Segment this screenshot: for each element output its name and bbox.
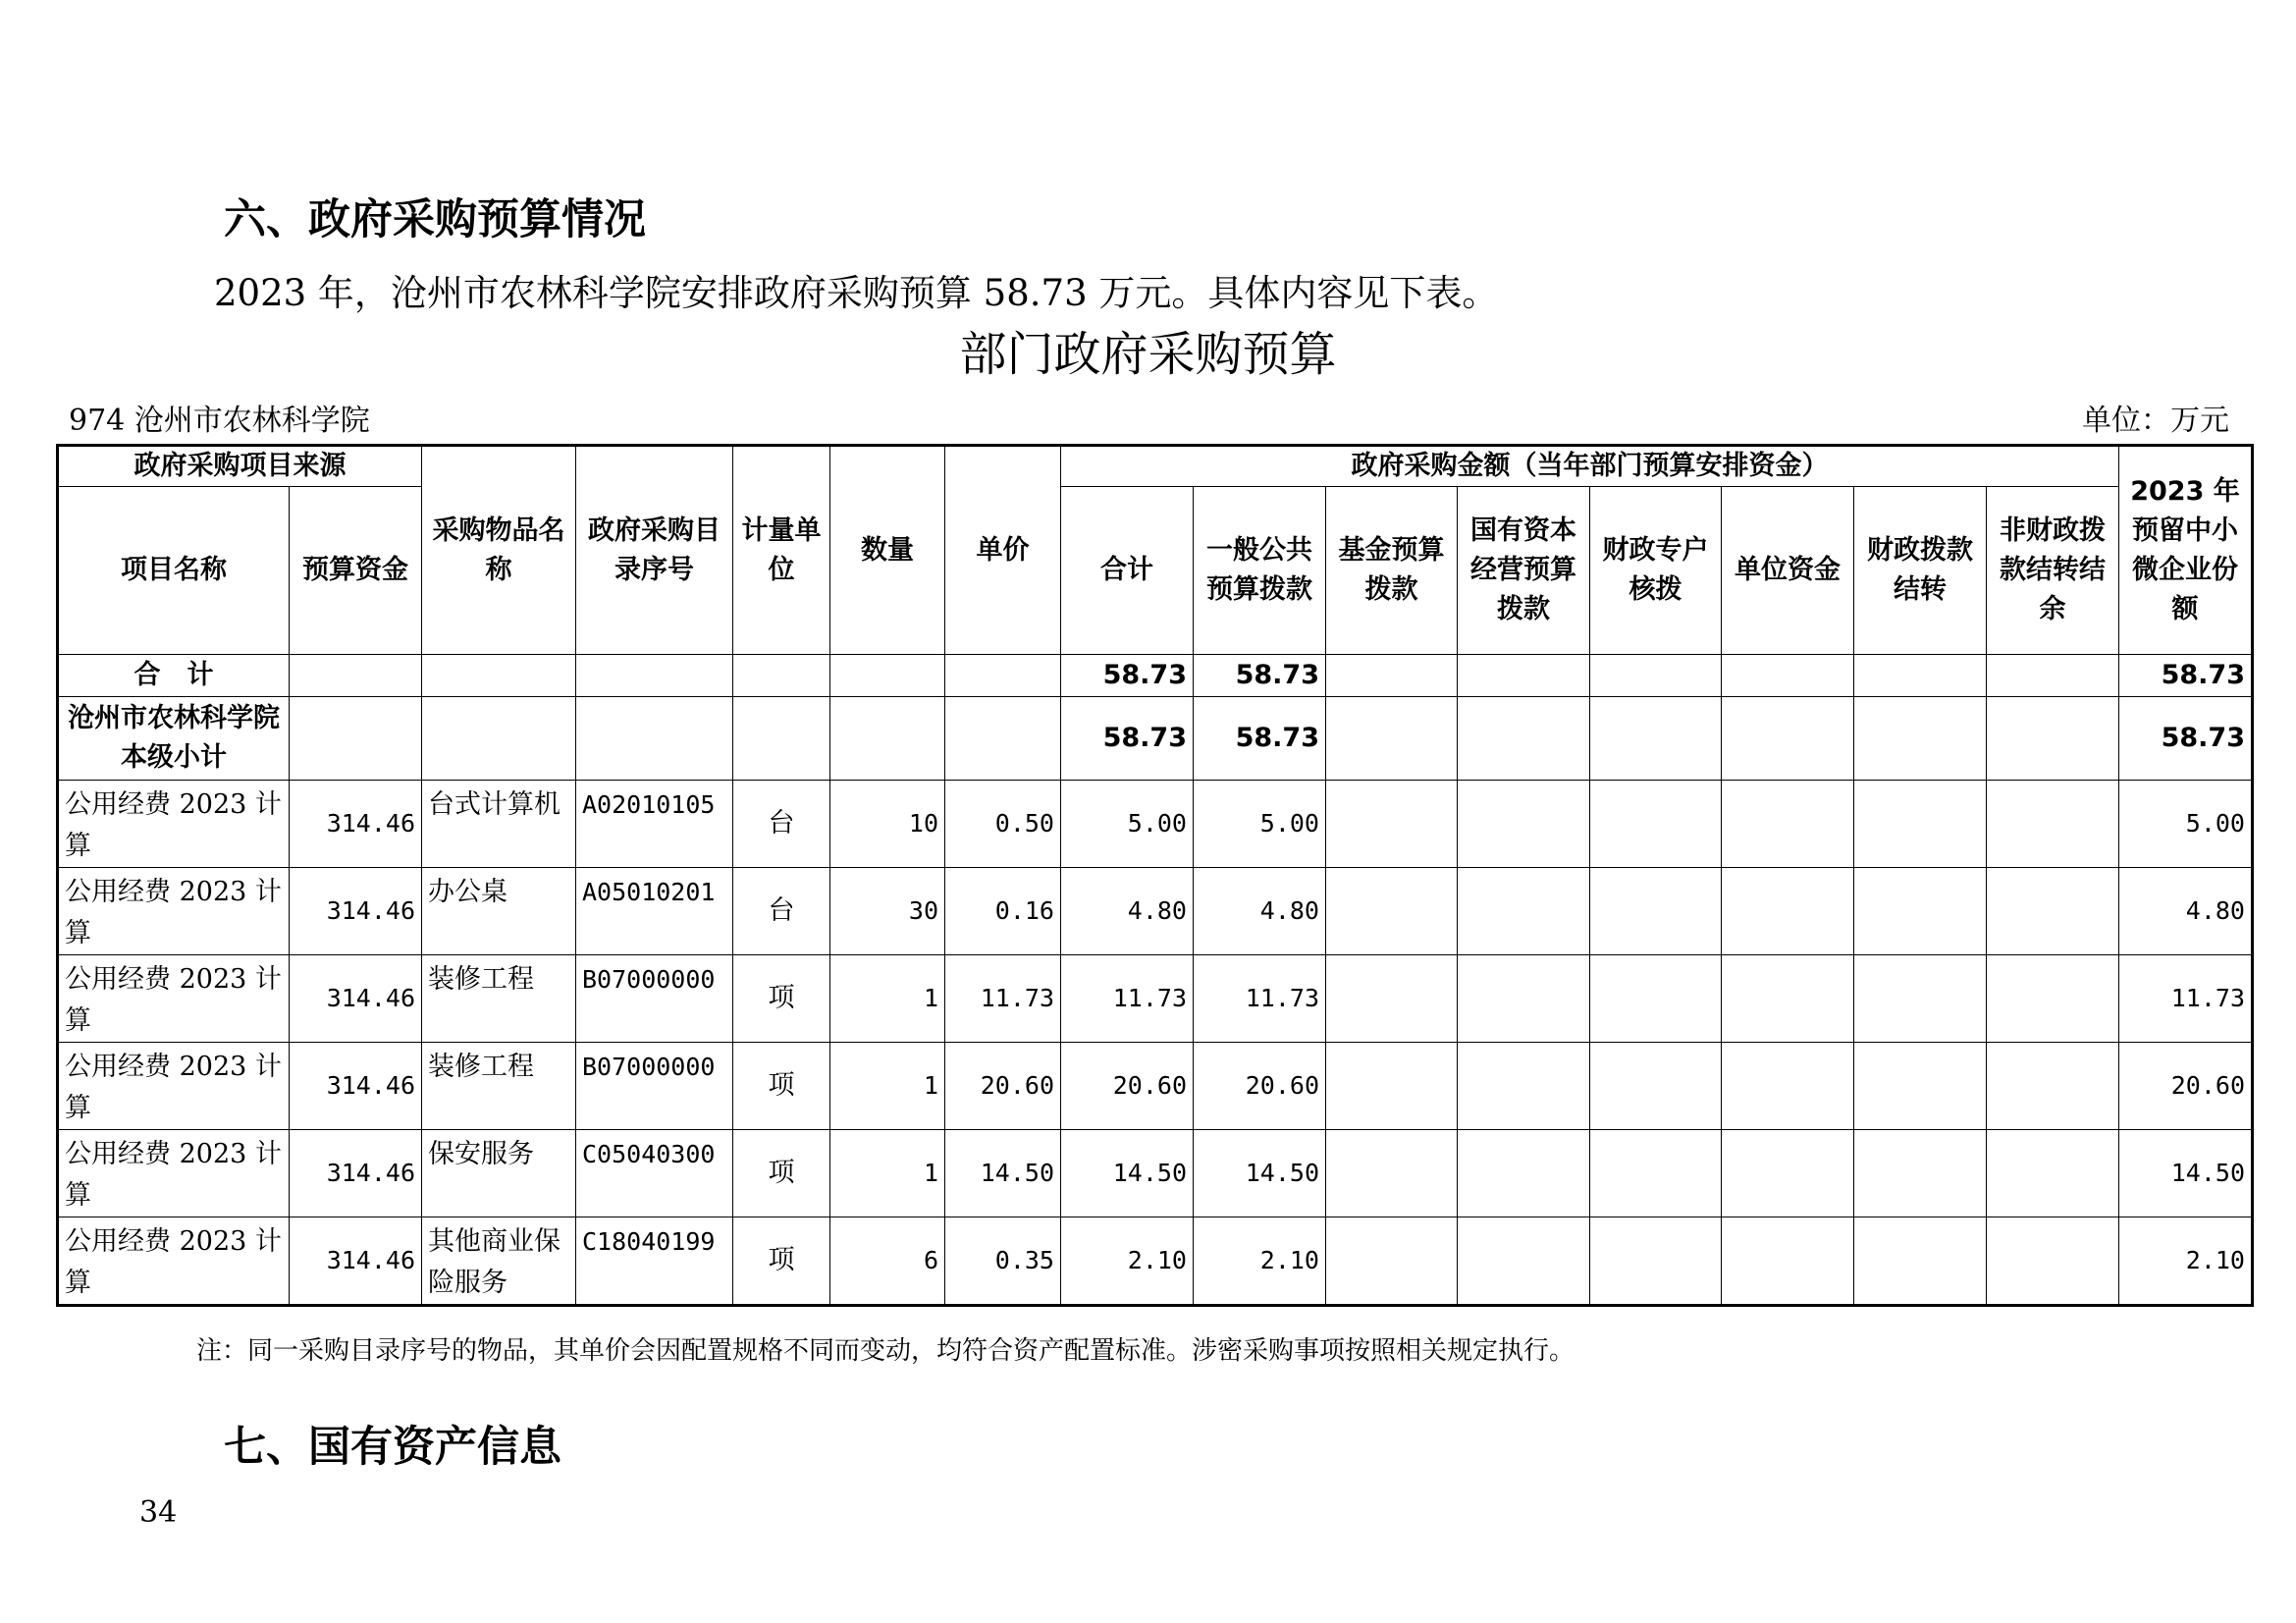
subtotal-label: 沧州市农林科学院本级小计 bbox=[58, 697, 290, 781]
fiscal-carryover-cell bbox=[1854, 868, 1987, 955]
intro-paragraph: 2023 年，沧州市农林科学院安排政府采购预算 58.73 万元。具体内容见下表。 bbox=[214, 272, 1499, 314]
fund-cell bbox=[1326, 1217, 1458, 1306]
state-capital-cell bbox=[1458, 781, 1590, 868]
unit-cell: 项 bbox=[733, 955, 830, 1043]
total-label: 合 计 bbox=[58, 655, 290, 697]
header-quantity: 数量 bbox=[830, 446, 945, 655]
procurement-budget-table bbox=[56, 444, 2254, 1307]
unit-funds-cell bbox=[1722, 868, 1854, 955]
unit-cell: 台 bbox=[733, 781, 830, 868]
item-cell: 装修工程 bbox=[422, 955, 576, 1043]
nonfiscal-carryover-cell bbox=[1987, 955, 2119, 1043]
header-row-2 bbox=[58, 487, 2253, 655]
unit-funds-cell bbox=[1722, 781, 1854, 868]
qty-cell: 30 bbox=[830, 868, 945, 955]
qty-cell: 1 bbox=[830, 1130, 945, 1217]
header-fund-budget: 基金预算拨款 bbox=[1326, 487, 1458, 655]
fund-cell bbox=[1326, 1130, 1458, 1217]
header-fiscal-carryover: 财政拨款结转 bbox=[1854, 487, 1987, 655]
fiscal-carryover-cell bbox=[1854, 1130, 1987, 1217]
item-cell: 保安服务 bbox=[422, 1130, 576, 1217]
header-nonfiscal-carryover: 非财政拨款结转结余 bbox=[1987, 487, 2119, 655]
budget-cell: 314.46 bbox=[290, 1217, 422, 1306]
fund-cell bbox=[1326, 781, 1458, 868]
project-cell: 公用经费 2023 计算 bbox=[58, 781, 290, 868]
budget-cell: 314.46 bbox=[290, 1043, 422, 1130]
header-measure-unit: 计量单位 bbox=[733, 446, 830, 655]
unit-cell: 项 bbox=[733, 1130, 830, 1217]
header-source-group: 政府采购项目来源 bbox=[58, 446, 422, 487]
org-label: 974 沧州市农林科学院 bbox=[69, 404, 370, 438]
fund-cell bbox=[1326, 868, 1458, 955]
catalog-cell: B07000000 bbox=[576, 1043, 733, 1130]
fiscal-special-cell bbox=[1590, 1217, 1722, 1306]
project-cell: 公用经费 2023 计算 bbox=[58, 955, 290, 1043]
item-cell: 台式计算机 bbox=[422, 781, 576, 868]
catalog-cell: C05040300 bbox=[576, 1130, 733, 1217]
total-cell: 20.60 bbox=[1061, 1043, 1194, 1130]
header-project-name: 项目名称 bbox=[58, 487, 290, 655]
price-cell: 20.60 bbox=[945, 1043, 1061, 1130]
project-cell: 公用经费 2023 计算 bbox=[58, 1217, 290, 1306]
fiscal-carryover-cell bbox=[1854, 955, 1987, 1043]
price-cell: 0.50 bbox=[945, 781, 1061, 868]
catalog-cell: A02010105 bbox=[576, 781, 733, 868]
price-cell: 0.16 bbox=[945, 868, 1061, 955]
unit-funds-cell bbox=[1722, 1130, 1854, 1217]
general-cell: 14.50 bbox=[1194, 1130, 1326, 1217]
total-cell: 4.80 bbox=[1061, 868, 1194, 955]
header-fiscal-special: 财政专户核拨 bbox=[1590, 487, 1722, 655]
sme-cell: 20.60 bbox=[2119, 1043, 2253, 1130]
section-heading-7: 七、国有资产信息 bbox=[224, 1423, 561, 1472]
total-row bbox=[58, 655, 2253, 697]
general-cell: 11.73 bbox=[1194, 955, 1326, 1043]
header-sme-share: 2023 年预留中小微企业份额 bbox=[2119, 446, 2253, 655]
budget-cell: 314.46 bbox=[290, 781, 422, 868]
state-capital-cell bbox=[1458, 1130, 1590, 1217]
unit-cell: 项 bbox=[733, 1217, 830, 1306]
unit-label: 单位：万元 bbox=[2082, 404, 2229, 438]
price-cell: 11.73 bbox=[945, 955, 1061, 1043]
table-title: 部门政府采购预算 bbox=[959, 327, 1337, 382]
header-unit-price: 单价 bbox=[945, 446, 1061, 655]
state-capital-cell bbox=[1458, 955, 1590, 1043]
fiscal-special-cell bbox=[1590, 955, 1722, 1043]
subtotal-row bbox=[58, 697, 2253, 781]
state-capital-cell bbox=[1458, 868, 1590, 955]
table-row bbox=[58, 1217, 2253, 1306]
subtotal-general: 58.73 bbox=[1194, 697, 1326, 781]
budget-cell: 314.46 bbox=[290, 955, 422, 1043]
qty-cell: 1 bbox=[830, 955, 945, 1043]
total-general: 58.73 bbox=[1194, 655, 1326, 697]
header-state-capital: 国有资本经营预算拨款 bbox=[1458, 487, 1590, 655]
item-cell: 装修工程 bbox=[422, 1043, 576, 1130]
general-cell: 2.10 bbox=[1194, 1217, 1326, 1306]
fiscal-special-cell bbox=[1590, 1043, 1722, 1130]
fiscal-special-cell bbox=[1590, 1130, 1722, 1217]
sme-cell: 2.10 bbox=[2119, 1217, 2253, 1306]
sme-cell: 5.00 bbox=[2119, 781, 2253, 868]
unit-cell: 项 bbox=[733, 1043, 830, 1130]
project-cell: 公用经费 2023 计算 bbox=[58, 1130, 290, 1217]
project-cell: 公用经费 2023 计算 bbox=[58, 1043, 290, 1130]
price-cell: 14.50 bbox=[945, 1130, 1061, 1217]
nonfiscal-carryover-cell bbox=[1987, 1217, 2119, 1306]
header-row-1 bbox=[58, 446, 2253, 487]
item-cell: 办公桌 bbox=[422, 868, 576, 955]
fiscal-special-cell bbox=[1590, 868, 1722, 955]
table-row bbox=[58, 955, 2253, 1043]
catalog-cell: B07000000 bbox=[576, 955, 733, 1043]
general-cell: 20.60 bbox=[1194, 1043, 1326, 1130]
project-cell: 公用经费 2023 计算 bbox=[58, 868, 290, 955]
header-item-name: 采购物品名称 bbox=[422, 446, 576, 655]
header-total: 合计 bbox=[1061, 487, 1194, 655]
nonfiscal-carryover-cell bbox=[1987, 1130, 2119, 1217]
sme-cell: 4.80 bbox=[2119, 868, 2253, 955]
total-sme: 58.73 bbox=[2119, 655, 2253, 697]
header-general-public: 一般公共预算拨款 bbox=[1194, 487, 1326, 655]
unit-cell: 台 bbox=[733, 868, 830, 955]
table-row bbox=[58, 781, 2253, 868]
fund-cell bbox=[1326, 955, 1458, 1043]
item-cell: 其他商业保险服务 bbox=[422, 1217, 576, 1306]
fiscal-special-cell bbox=[1590, 781, 1722, 868]
unit-funds-cell bbox=[1722, 1217, 1854, 1306]
total-cell: 2.10 bbox=[1061, 1217, 1194, 1306]
sme-cell: 14.50 bbox=[2119, 1130, 2253, 1217]
fund-cell bbox=[1326, 1043, 1458, 1130]
table-row bbox=[58, 868, 2253, 955]
qty-cell: 1 bbox=[830, 1043, 945, 1130]
total-cell: 14.50 bbox=[1061, 1130, 1194, 1217]
total-amount: 58.73 bbox=[1061, 655, 1194, 697]
nonfiscal-carryover-cell bbox=[1987, 1043, 2119, 1130]
total-cell: 11.73 bbox=[1061, 955, 1194, 1043]
price-cell: 0.35 bbox=[945, 1217, 1061, 1306]
header-catalog-no: 政府采购目录序号 bbox=[576, 446, 733, 655]
unit-funds-cell bbox=[1722, 955, 1854, 1043]
header-amount-group: 政府采购金额（当年部门预算安排资金） bbox=[1061, 446, 2119, 487]
general-cell: 4.80 bbox=[1194, 868, 1326, 955]
header-budget-funds: 预算资金 bbox=[290, 487, 422, 655]
table-row bbox=[58, 1043, 2253, 1130]
page-number: 34 bbox=[139, 1495, 178, 1530]
qty-cell: 10 bbox=[830, 781, 945, 868]
header-unit-funds: 单位资金 bbox=[1722, 487, 1854, 655]
subtotal-sme: 58.73 bbox=[2119, 697, 2253, 781]
nonfiscal-carryover-cell bbox=[1987, 781, 2119, 868]
fiscal-carryover-cell bbox=[1854, 1217, 1987, 1306]
qty-cell: 6 bbox=[830, 1217, 945, 1306]
table-note: 注：同一采购目录序号的物品，其单价会因配置规格不同而变动，均符合资产配置标准。涉密采购事项按照相关规定执行。 bbox=[196, 1336, 1575, 1366]
general-cell: 5.00 bbox=[1194, 781, 1326, 868]
section-heading-6: 六、政府采购预算情况 bbox=[224, 195, 646, 244]
sme-cell: 11.73 bbox=[2119, 955, 2253, 1043]
nonfiscal-carryover-cell bbox=[1987, 868, 2119, 955]
unit-funds-cell bbox=[1722, 1043, 1854, 1130]
fiscal-carryover-cell bbox=[1854, 1043, 1987, 1130]
budget-cell: 314.46 bbox=[290, 1130, 422, 1217]
total-cell: 5.00 bbox=[1061, 781, 1194, 868]
fiscal-carryover-cell bbox=[1854, 781, 1987, 868]
state-capital-cell bbox=[1458, 1217, 1590, 1306]
table-row bbox=[58, 1130, 2253, 1217]
catalog-cell: A05010201 bbox=[576, 868, 733, 955]
catalog-cell: C18040199 bbox=[576, 1217, 733, 1306]
subtotal-amount: 58.73 bbox=[1061, 697, 1194, 781]
budget-cell: 314.46 bbox=[290, 868, 422, 955]
state-capital-cell bbox=[1458, 1043, 1590, 1130]
